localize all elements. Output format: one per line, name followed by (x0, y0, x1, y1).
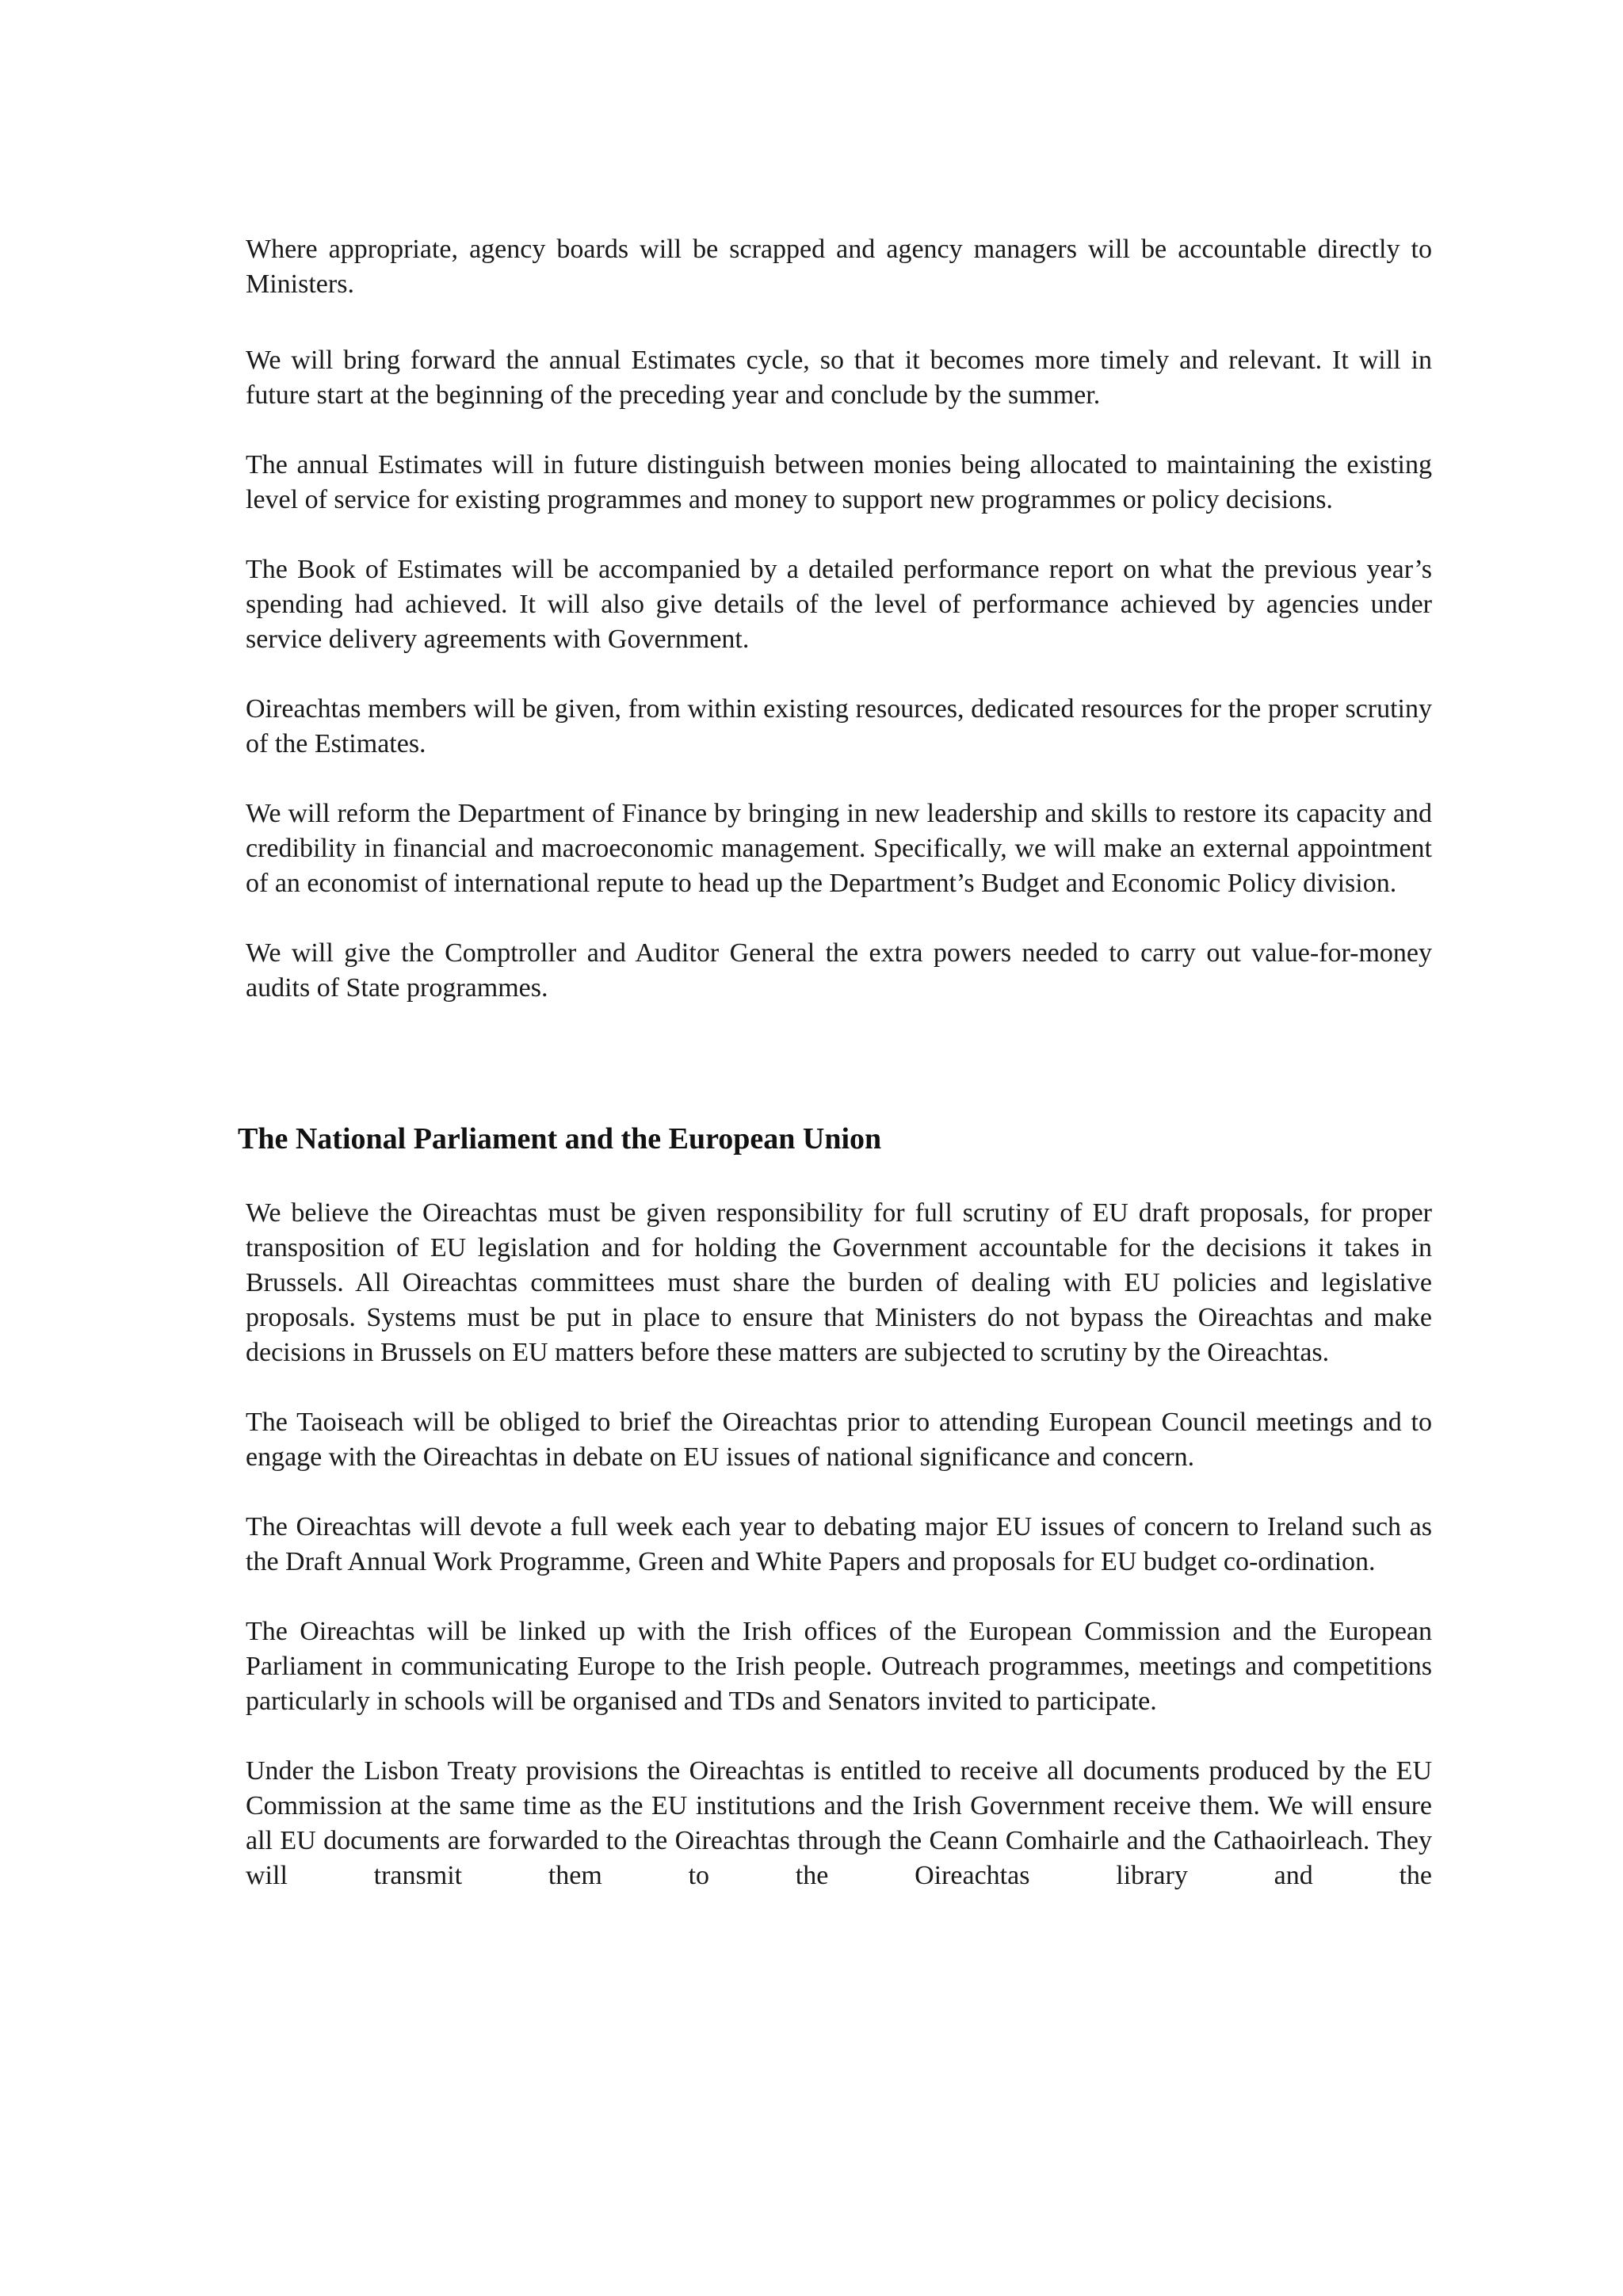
paragraph-comptroller: We will give the Comptroller and Auditor General the extra powers needed to carry out value-for-money audits of State programmes. (246, 938, 1432, 1003)
paragraph-agency-boards: Where appropriate, agency boards will be scrapped and agency managers will be accountable directly to Ministers. (246, 235, 1432, 299)
section-heading: The National Parliament and the European Union (238, 1122, 882, 1156)
paragraph-outreach: The Oireachtas will be linked up with the Irish offices of the European Commission and the European Parliament in communicating Europe to the Irish people. Outreach programmes, meetings and competitions particularly in schools will be organised and TDs and Senators invited to participate. (246, 1617, 1432, 1716)
paragraph-book-of-estimates: The Book of Estimates will be accompanied by a detailed performance report on what the previous year’s spending had achieved. It will also give details of the level of performance achieved by agencies under service delivery agreements with Government. (246, 555, 1432, 654)
paragraph-estimates-cycle: We will bring forward the annual Estimates cycle, so that it becomes more timely and relevant. It will in future start at the beginning of the preceding year and conclude by the summer. (246, 346, 1432, 410)
paragraph-eu-scrutiny: We believe the Oireachtas must be given responsibility for full scrutiny of EU draft proposals, for proper transposition of EU legislation and for holding the Government accountable for the decisions it takes in Brussels. All Oireachtas committees must share the burden of dealing with EU policies and legislative proposals. Systems must be put in place to ensure that Ministers do not bypass the Oireachtas and make decisions in Brussels on EU matters before these matters are subjected to scrutiny by the Oireachtas. (246, 1198, 1432, 1367)
paragraph-estimates-distinguish: The annual Estimates will in future distinguish between monies being allocated to maintaining the existing level of service for existing programmes and money to support new programmes or policy decisions. (246, 450, 1432, 514)
paragraph-oireachtas-resources: Oireachtas members will be given, from within existing resources, dedicated resources for the proper scrutiny of the Estimates. (246, 694, 1432, 758)
document-body (238, 232, 1432, 1928)
paragraph-taoiseach-brief: The Taoiseach will be obliged to brief the Oireachtas prior to attending European Council meetings and to engage with the Oireachtas in debate on EU issues of national significance and concern. (246, 1408, 1432, 1472)
paragraph-eu-week: The Oireachtas will devote a full week each year to debating major EU issues of concern to Ireland such as the Draft Annual Work Programme, Green and White Papers and proposals for EU budget co-ordination. (246, 1512, 1432, 1576)
paragraph-lisbon-treaty: Under the Lisbon Treaty provisions the Oireachtas is entitled to receive all documents produced by the EU Commission at the same time as the EU institutions and the Irish Government receive them. We will ensure all EU documents are forwarded to the Oireachtas through the Ceann Comhairle and the Cathaoirleach. They will transmit them to the Oireachtas library and the (246, 1756, 1432, 1890)
paragraph-department-of-finance: We will reform the Department of Finance by bringing in new leadership and skills to restore its capacity and credibility in financial and macroeconomic management. Specifically, we will make an external appointment of an economist of international repute to head up the Department’s Budget and Economic Policy division. (246, 799, 1432, 898)
